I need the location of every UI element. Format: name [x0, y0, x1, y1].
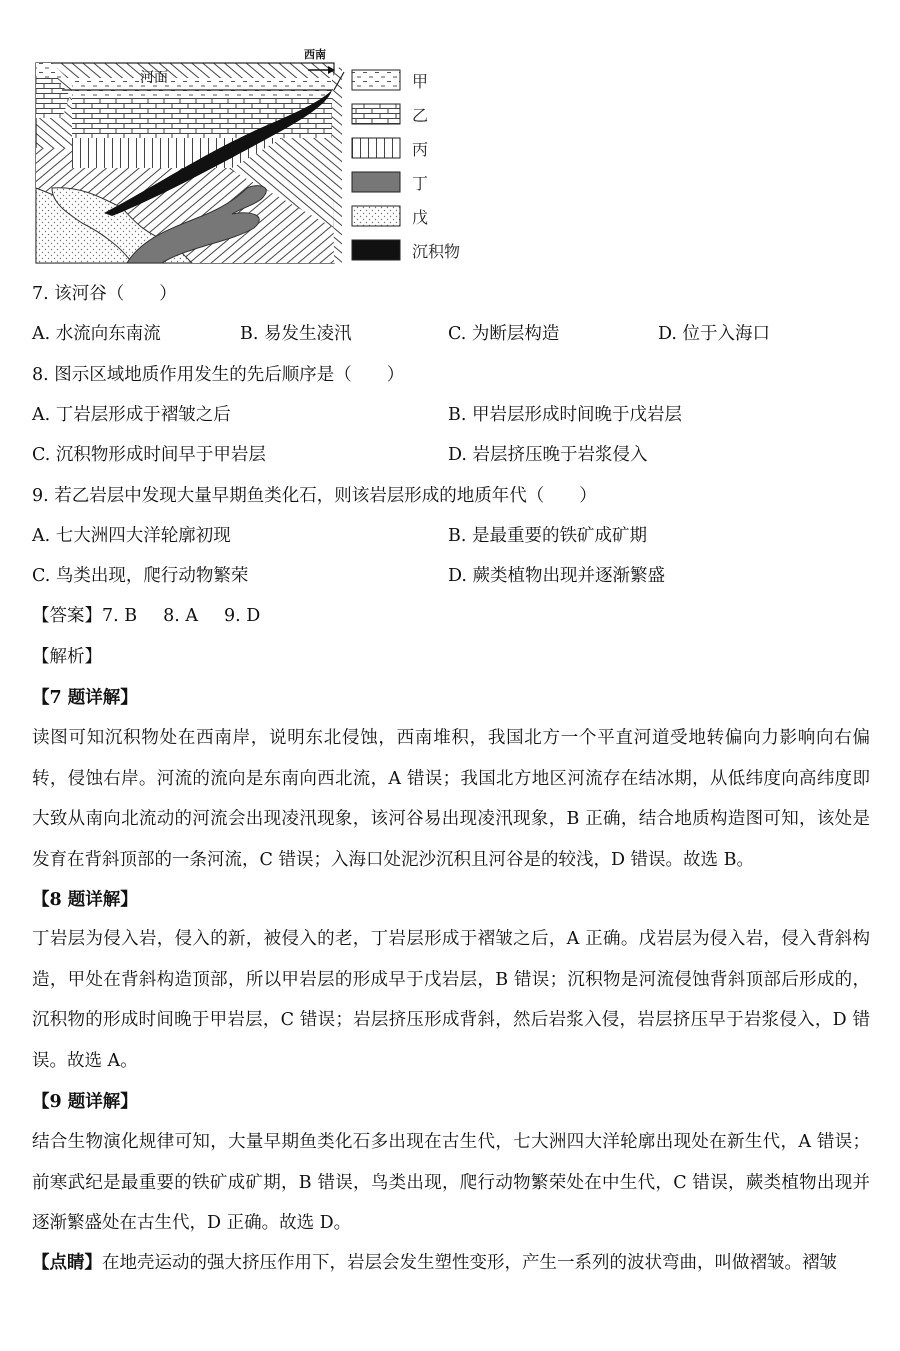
legend-swatch-bing: [352, 138, 400, 158]
tip-heading: 【点睛】: [32, 1253, 102, 1273]
detail-9-heading: 【9 题详解】: [32, 1092, 138, 1112]
question-7-option-a: A. 水流向东南流: [32, 324, 161, 344]
answer-line: [32, 604, 260, 628]
analysis-label: 【解析】: [32, 647, 102, 667]
legend: [352, 70, 460, 261]
question-7-stem: 7. 该河谷（ ）: [32, 284, 177, 304]
legend-label-jia: 甲: [412, 72, 429, 91]
legend-swatch-sediment: [352, 240, 400, 260]
legend-swatch-yi: [352, 104, 400, 124]
question-8-stem: 8. 图示区域地质作用发生的先后顺序是（ ）: [32, 365, 405, 385]
legend-label-wu: 戊: [412, 208, 429, 227]
question-9-option-b: B. 是最重要的铁矿成矿期: [448, 526, 647, 546]
question-9-option-c: C. 鸟类出现，爬行动物繁荣: [32, 566, 249, 586]
detail-7-heading: 【7 题详解】: [32, 688, 138, 708]
detail-7-text: 读图可知沉积物处在西南岸，说明东北侵蚀，西南堆积，我国北方一个平直河道受地转偏向力影响向右偏转，侵蚀右岸。河流的流向是东南向西北流，A 错误；我国北方地区河流存在结冰期，从低纬度向高纬度即大致从南向北流动的河流会出现凌汛现象，该河谷易出现凌汛现象，B 正确，结合地质构造图可知，该处是发育在背斜顶部的一条河流，C 错误；入海口处泥沙沉积且河谷是的较浅，D 错误。故选 B。: [32, 728, 870, 870]
answer-7: 7. B: [102, 606, 138, 626]
question-7-option-c: C. 为断层构造: [448, 324, 560, 344]
legend-label-yi: 乙: [412, 106, 429, 125]
legend-swatch-wu: [352, 206, 400, 226]
detail-9-text: 结合生物演化规律可知，大量早期鱼类化石多出现在古生代，七大洲四大洋轮廓出现处在新生代，A 错误；前寒武纪是最重要的铁矿成矿期，B 错误，鸟类出现，爬行动物繁荣处在中生代，C 错误，蕨类植物出现并逐渐繁盛处在古生代，D 正确。故选 D。: [32, 1132, 870, 1233]
question-9-option-d: D. 蕨类植物出现并逐渐繁盛: [448, 566, 666, 586]
geology-cross-section-figure: [32, 38, 492, 270]
question-8-option-d: D. 岩层挤压晚于岩浆侵入: [448, 445, 648, 465]
question-9-stem: 9. 若乙岩层中发现大量早期鱼类化石，则该岩层形成的地质年代（ ）: [32, 486, 597, 506]
legend-label-ding: 丁: [412, 174, 429, 193]
legend-label-bing: 丙: [412, 140, 429, 159]
answer-8: 8. A: [163, 606, 199, 626]
question-8-option-c: C. 沉积物形成时间早于甲岩层: [32, 445, 266, 465]
tip-line: [32, 1251, 870, 1275]
legend-swatch-jia: [352, 70, 400, 90]
question-9-option-a: A. 七大洲四大洋轮廓初现: [32, 526, 231, 546]
legend-swatch-ding: [352, 172, 400, 192]
question-7-option-b: B. 易发生凌汛: [240, 324, 352, 344]
answer-label: 【答案】: [32, 606, 102, 626]
detail-8-heading: 【8 题详解】: [32, 890, 138, 910]
question-8-option-b: B. 甲岩层形成时间晚于戊岩层: [448, 405, 682, 425]
direction-label: 西南: [304, 48, 326, 61]
question-8-option-a: A. 丁岩层形成于褶皱之后: [32, 405, 231, 425]
detail-8-text: 丁岩层为侵入岩，侵入的新，被侵入的老，丁岩层形成于褶皱之后，A 正确。戊岩层为侵入岩，侵入背斜构造，甲处在背斜构造顶部，所以甲岩层的形成早于戊岩层，B 错误；沉积物是河流侵蚀背斜顶部后形成的，沉积物的形成时间晚于甲岩层，C 错误；岩层挤压形成背斜，然后岩浆入侵，岩层挤压早于岩浆侵入，D 错误。故选 A。: [32, 929, 870, 1071]
tip-text: 在地壳运动的强大挤压作用下，岩层会发生塑性变形，产生一系列的波状弯曲，叫做褶皱。褶皱: [102, 1253, 837, 1273]
legend-label-sediment: 沉积物: [412, 242, 461, 261]
question-7-option-d: D. 位于入海口: [658, 324, 771, 344]
river-surface-label: 河面: [140, 70, 168, 86]
answer-9: 9. D: [224, 606, 261, 626]
